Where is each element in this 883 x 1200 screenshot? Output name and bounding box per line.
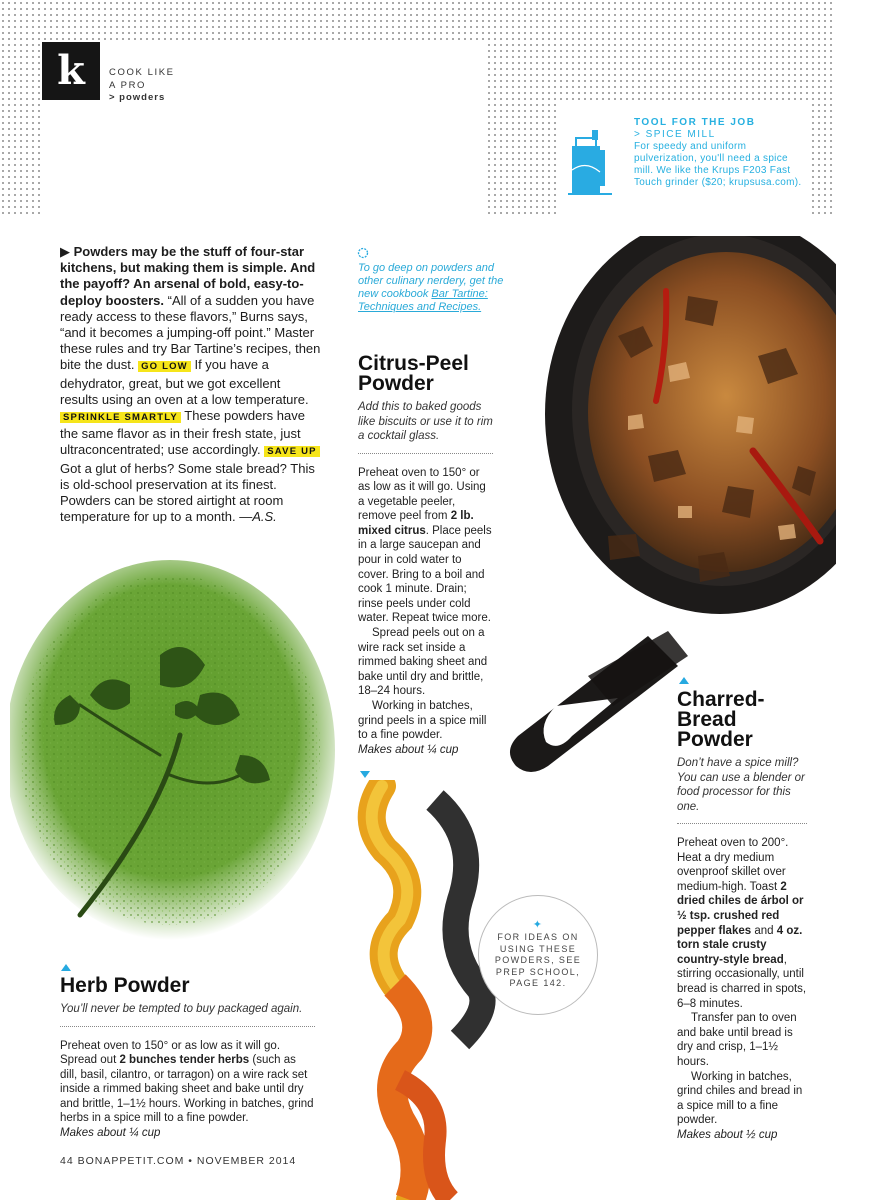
cookbook-note-text: To go deep on powders and other culinary nerdery, get the new cookbook <box>358 262 504 300</box>
tag-go-low: GO LOW <box>138 361 191 372</box>
intro-text-2: If you have a dehydrator, great, but we got excellent results using an oven at a low temperature. <box>60 357 309 407</box>
orange-peel-photo <box>340 780 505 1200</box>
bread-step-2: Transfer pan to oven and bake until bread is dry and crisp, 1–1½ hours. <box>677 1012 797 1068</box>
spice-mill-icon <box>566 130 624 198</box>
bread-divider <box>677 823 807 824</box>
tool-subtitle: > SPICE MILL <box>634 129 716 140</box>
bread-body <box>677 836 807 1142</box>
page-footer: 44 BONAPPETIT.COM • NOVEMBER 2014 <box>60 1155 297 1167</box>
bread-step-3: Working in batches, grind chiles and bread in a spice mill to a fine powder. <box>677 1070 803 1127</box>
intro-byline: —A.S. <box>235 509 277 525</box>
down-triangle-icon <box>360 771 370 778</box>
citrus-step-3: Working in batches, grind peels in a spice mill to a fine powder. <box>358 700 487 742</box>
citrus-dek: Add this to baked goods like biscuits or use it to rim a cocktail glass. <box>358 401 493 442</box>
citrus-yield: Makes about ¼ cup <box>358 743 459 756</box>
play-arrow-icon: ▶ <box>60 244 70 259</box>
cookbook-note <box>358 262 508 314</box>
tool-body: For speedy and uniform pulverization, you'll need a spice mill. We like the Krups F203 Fast Touch grinder ($20; krupsusa.com). <box>634 141 802 188</box>
bread-title: Charred-Bread Powder <box>677 688 765 751</box>
up-triangle-icon <box>61 964 71 971</box>
intro-text <box>60 244 322 525</box>
k-logo: k <box>42 42 100 100</box>
bread-dek: Don’t have a spice mill? You can use a blender or food processor for this one. <box>677 757 805 813</box>
tag-save-up: SAVE UP <box>264 446 319 457</box>
callout-text: FOR IDEAS ON USING THESE POWDERS, SEE PREP SCHOOL, PAGE 142. <box>494 932 582 988</box>
section-label-line1: COOK LIKE <box>109 67 175 78</box>
gear-icon <box>356 246 370 260</box>
section-label-line3: > powders <box>109 92 166 103</box>
intro-lead: Powders may be the stuff of four-star kitchens, but making them is simple. And the payoff? An arsenal of bold, easy-to-deploy boosters. <box>60 244 316 308</box>
prep-school-callout <box>478 895 598 1015</box>
up-triangle-icon <box>679 677 689 684</box>
recipe-citrus-peel <box>358 354 493 757</box>
tool-title: TOOL FOR THE JOB <box>634 117 756 128</box>
bread-step-1: Preheat oven to 200°. Heat a dry medium ovenproof skillet over medium-high. Toast 2 dried chiles de árbol or ½ tsp. crushed red pepper flakes and 4 oz. torn stale crusty country-style bread, stirring occasionally, until bread is charred in spots, 6–8 minutes. <box>677 837 807 1010</box>
herb-yield: Makes about ¼ cup <box>60 1127 161 1140</box>
tag-sprinkle-smartly: SPRINKLE SMARTLY <box>60 412 181 423</box>
citrus-step-1: Preheat oven to 150° or as low as it will go. Using a vegetable peeler, remove peel from 2 lb. mixed citrus. Place peels in a large saucepan and pour in cold water to cover. Bring to a boil and cook 1 minute. Drain; rinse peels under cold water. Repeat twice more. <box>358 466 492 625</box>
herb-body <box>60 1039 315 1141</box>
intro-text-1: “All of a sudden you have ready access to these flavors,” Burns says, “and it becomes a jumping-off point.” Master these rules and try Bar Tartine’s recipes, then bite the dust. <box>60 292 321 373</box>
citrus-step-2: Spread peels out on a wire rack set inside a rimmed baking sheet and bake until dry and brittle, 18–24 hours. <box>358 627 488 698</box>
herb-step-1: Preheat oven to 150° or as low as it will go. Spread out 2 bunches tender herbs (such as dill, basil, cilantro, or tarragon) on a wire rack set inside a rimmed baking sheet and bake until dry and brittle, 1–1½ hours. Working in batches, grind herbs in a spice mill to a fine powder. <box>60 1039 314 1125</box>
herb-title: Herb Powder <box>60 974 190 997</box>
page-edge <box>836 0 883 1200</box>
recipe-charred-bread <box>677 690 807 1142</box>
header-white-panel <box>40 41 488 215</box>
sparkle-icon: ✦ <box>532 919 544 931</box>
herb-divider <box>60 1026 315 1027</box>
section-label <box>109 67 175 105</box>
bread-yield: Makes about ½ cup <box>677 1128 778 1141</box>
recipe-herb <box>60 976 315 1141</box>
intro-text-3: These powders have the same flavor as in their fresh state, just ultraconcentrated; use accordingly. <box>60 408 305 458</box>
section-label-line2: A PRO <box>109 79 147 91</box>
cookbook-link[interactable]: Bar Tartine: Techniques and Recipes. <box>358 288 488 313</box>
herb-powder-photo <box>10 555 345 970</box>
tool-for-the-job <box>634 117 804 189</box>
citrus-divider <box>358 453 493 454</box>
herb-dek: You’ll never be tempted to buy packaged again. <box>60 1003 303 1015</box>
citrus-title: Citrus-Peel Powder <box>358 352 469 395</box>
citrus-body <box>358 466 493 758</box>
intro-text-4: Got a glut of herbs? Some stale bread? This is old-school preservation at its finest. Powders can be stored airtight at room temperature for up to a month. <box>60 460 315 525</box>
